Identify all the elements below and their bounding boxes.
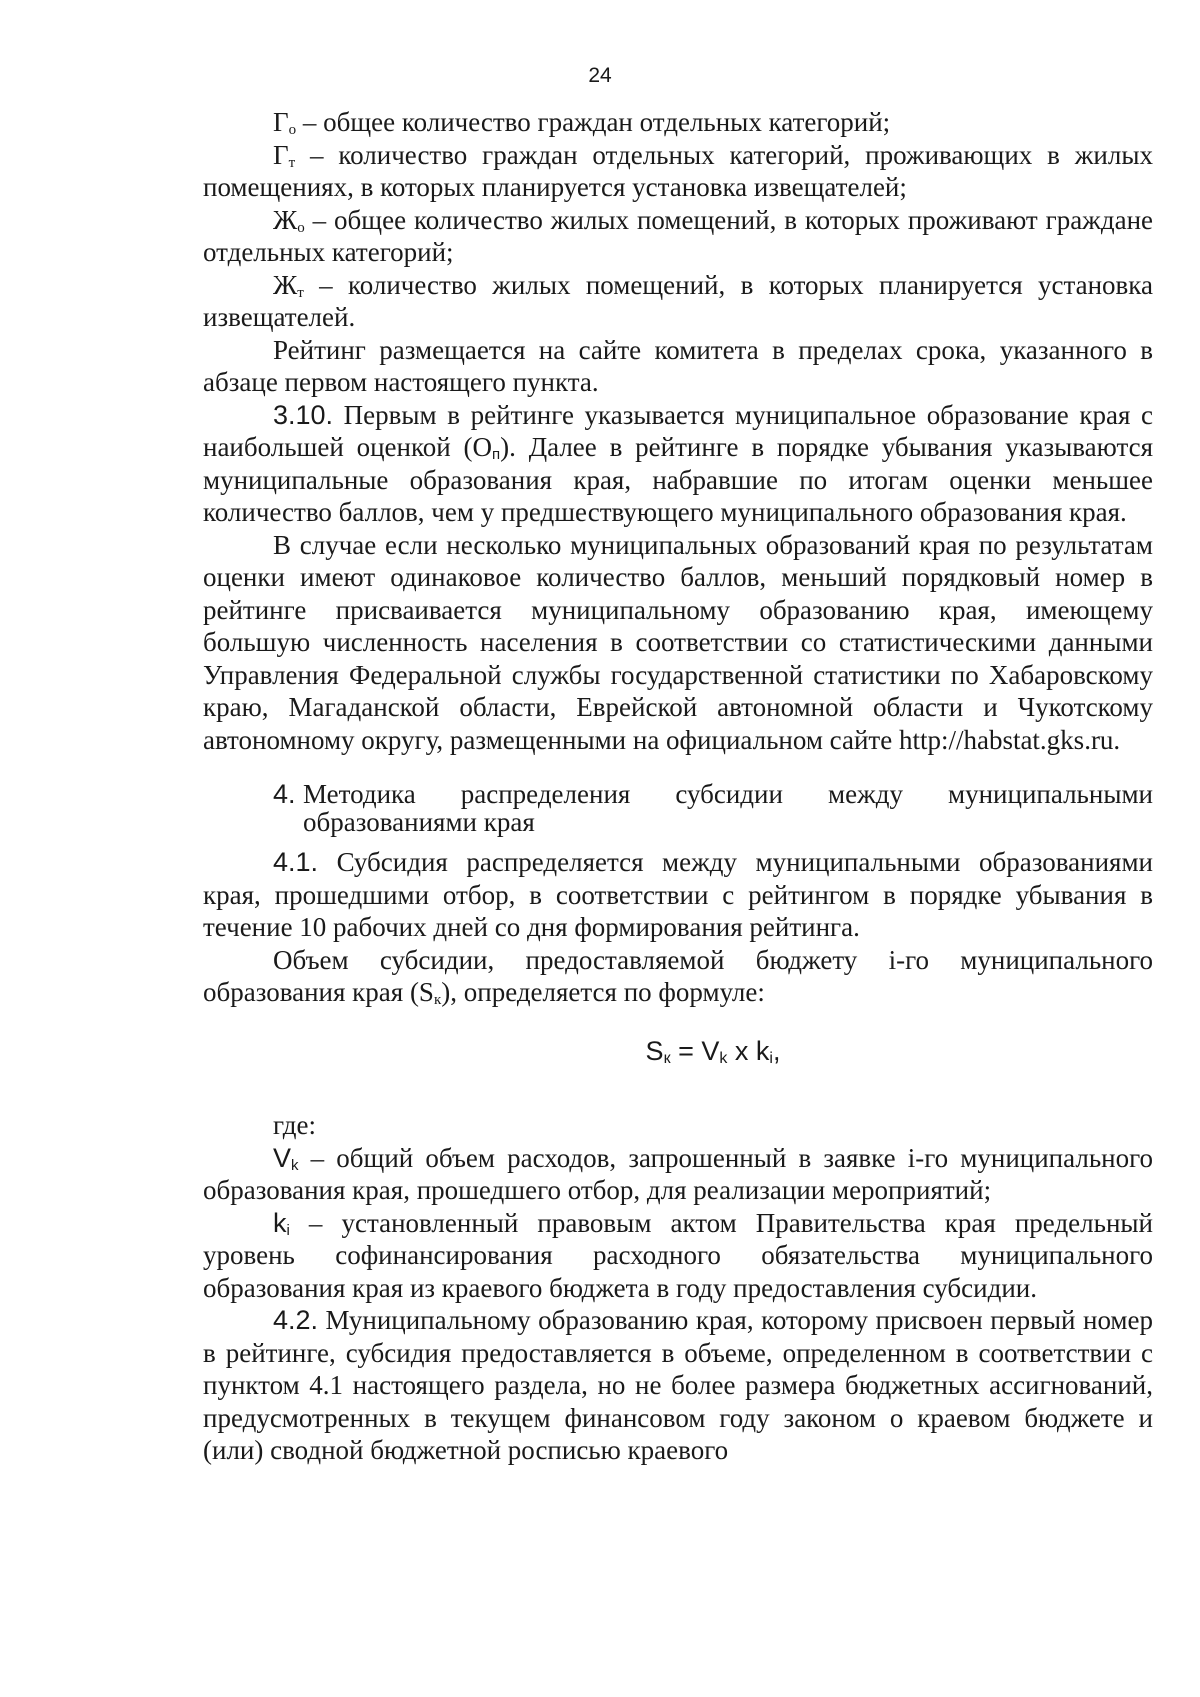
definition-text: – количество жилых помещений, в которых планируется установка извещателей. [203, 269, 1153, 332]
clause-number: 3.10. [273, 399, 334, 430]
definition-text: – общее количество жилых помещений, в которых проживают граждане отдельных категорий; [203, 204, 1153, 267]
document-body [203, 106, 1153, 1467]
symbol: Г [273, 107, 289, 137]
formula-symbol: V [701, 1035, 720, 1066]
section-heading-4 [273, 780, 1153, 836]
definition-text: – общее количество граждан отдельных категорий; [296, 107, 891, 137]
clause-number: 4.1. [273, 847, 319, 877]
paragraph-rating-site: Рейтинг размещается на сайте комитета в пределах срока, указанного в абзаце первом настоящего пункта. [203, 334, 1153, 397]
definition-text: – установленный правовым актом Правительства края предельный уровень софинансирования расходного обязательства муниципального образования края из краевого бюджета в году предоставления субсидии. [203, 1207, 1153, 1303]
score-subscript: п [492, 446, 501, 463]
section-title: Методика распределения субсидии между муниципальными образованиями края [303, 779, 1153, 837]
formula [203, 1035, 1153, 1068]
paragraph-4-2 [203, 1304, 1153, 1467]
symbol-subscript: о [297, 219, 305, 236]
definition-text: – количество граждан отдельных категорий, проживающих в жилых помещениях, в которых планируется установка извещателей; [203, 139, 1153, 202]
definition-text: – общий объем расходов, запрошенный в заявке i-го муниципального образования края, прошедшего отбор, для реализации мероприятий; [203, 1142, 1153, 1205]
clause-number: 4.2. [273, 1305, 319, 1335]
paragraph-text: Объем субсидии, предоставляемой бюджету i-го муниципального образования края (S [203, 944, 1153, 1007]
symbol-subscript: т [288, 154, 296, 171]
paragraph-text: ), определяется по формуле: [441, 977, 765, 1007]
paragraph-text: Муниципальному образованию края, которому присвоен первый номер в рейтинге, субсидия предоставляется в объеме, определенном в соответствии с пунктом 4.1 настоящего раздела, но не более размера бюджетных ассигнований, предусмотренных в текущем финансовом году законом о краевом бюджете и (или) сводной бюджетной росписью краевого [203, 1305, 1153, 1465]
formula-operator: x [727, 1035, 756, 1066]
paragraph-3-10 [203, 399, 1153, 529]
section-number: 4. [273, 779, 304, 809]
paragraph-text: Субсидия распределяется между муниципальными образованиями края, прошедшими отбор, в соответствии с рейтингом в порядке убывания в течение 10 рабочих дней со дня формирования рейтинга. [203, 847, 1153, 942]
formula-operator: = [670, 1035, 702, 1066]
paragraph-equal-scores: В случае если несколько муниципальных образований края по результатам оценки имеют одинаковое количество баллов, меньший порядковый номер в рейтинге присваивается муниципальному образованию края, имеющему большую численность населения в соответствии со статистическими данными Управления Федеральной службы государственной статистики по Хабаровскому краю, Магаданской области, Еврейской автономной области и Чукотскому автономному округу, размещенными на официальном сайте http://habstat.gks.ru. [203, 529, 1153, 755]
symbol: Ж [273, 204, 298, 235]
symbol: k [273, 1207, 287, 1238]
paragraph-4-1 [203, 846, 1153, 944]
definition-ki [203, 1207, 1153, 1305]
symbol-subscript: т [297, 284, 304, 301]
paragraph-text: Первым в рейтинге указывается муниципальное образование края с наибольшей оценкой (О [203, 399, 1153, 462]
formula-subscript: к [663, 1049, 671, 1067]
paragraph-text: ). Далее в рейтинге в порядке убывания указываются муниципальные образования края, набравшие по итогам оценки меньшее количество баллов, чем у предшествующего муниципального образования края. [203, 432, 1154, 527]
definition-gt [203, 139, 1153, 204]
definition-go [203, 106, 1153, 139]
formula-subscript: i [769, 1049, 773, 1067]
formula-symbol: S [645, 1035, 664, 1066]
definition-zho [203, 204, 1153, 269]
page-number: 24 [588, 64, 612, 87]
symbol-subscript: i [286, 1221, 290, 1239]
formula-punctuation: , [772, 1035, 781, 1066]
symbol-subscript: k [291, 1156, 299, 1174]
definition-zht [203, 269, 1153, 334]
formula-subscript: k [719, 1049, 728, 1067]
symbol: Г [273, 139, 289, 170]
where-label: где: [273, 1110, 316, 1140]
symbol-subscript: о [288, 122, 297, 138]
paragraph-subsidy-volume [203, 944, 1153, 1009]
symbol: V [273, 1142, 292, 1173]
symbol: Ж [273, 269, 298, 300]
symbol-subscript: к [433, 992, 442, 1008]
definition-vk [203, 1142, 1153, 1207]
formula-symbol: k [755, 1035, 770, 1066]
